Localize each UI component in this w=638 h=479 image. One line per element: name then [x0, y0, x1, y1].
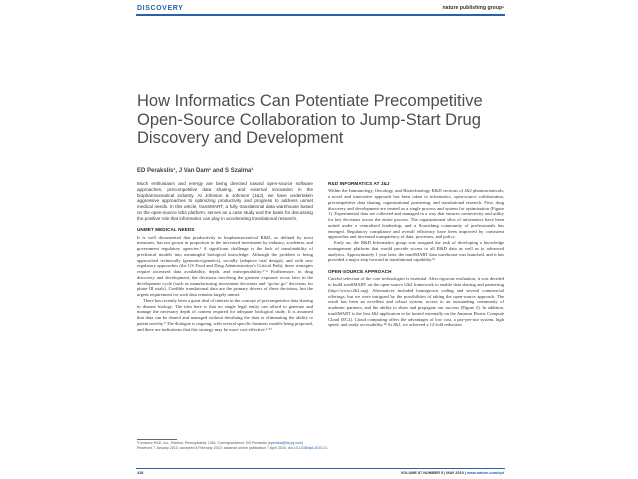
doi-link[interactable]: 10.1038/clpt.2010.21 — [293, 446, 328, 451]
correspondence-email-link[interactable]: eperaksl@its.jnj.com — [268, 441, 303, 445]
journal-page — [132, 0, 509, 479]
section-heading-unmet-needs: UNMET MEDICAL NEEDS — [137, 227, 195, 233]
paragraph: Careful selection of the core technologies is essential. After rigorous evaluation, it was decided to build tranSMART on the open-source i2b2 framework to enable data sharing and partnering (http://www.i2b2.org). Alternatives included homegrown coding and several commercial offerings, but we were intrigued by the possibilities of taking the open-source approach. The result has been an excellent and robust system, access to an outstanding community of academic partners, and the ability to share and propagate our success (Figure 2). In addition, tranSMART is the first J&J application to be hosted externally on the Amazon Elastic Compute Cloud (EC2). Cloud computing offers the advantages of low cost, a pay-per-use system, high speed, and ready accessibility.¹⁴ At J&J, we achieved a 12-fold reduction — [328, 276, 504, 328]
received-footnote — [137, 446, 503, 451]
article-title: How Informatics Can Potentiate Precompetitive Open-Source Collaboration to Jump-Start Drug Discovery and Development — [137, 92, 483, 147]
volume-text: VOLUME 87 NUMBER 5 | MAY 2010 | — [400, 470, 467, 475]
volume-info — [401, 471, 504, 475]
footnotes — [137, 441, 503, 452]
paragraph: There has recently been a great deal of interest in the concept of precompetitive data sharing in disease biology. The idea here is that no single legal entity can afford to generate and manage the necessary depth of content required for adequate biological study. It is assumed that data can be shared and managed without devaluing the data or eliminating the ability to patent novelty.⁵ The dialogue is ongoing, with several specific business models being proposed, and there are indications that this strategy may be more cost-effective.⁶˙¹² — [137, 297, 313, 332]
right-column — [328, 181, 504, 328]
page-number: 418 — [137, 470, 144, 475]
section-heading-rd-informatics: R&D INFORMATICS AT J&J — [328, 181, 390, 186]
header-rule — [136, 14, 505, 16]
section-heading-open-source: OPEN-SOURCE APPROACH — [328, 269, 392, 274]
left-column — [137, 181, 313, 332]
footnote-text: ¹Centocor R&D, Inc., Radnor, Pennsylvania, USA. Correspondence: ED Perakslis ( — [137, 441, 269, 445]
paragraph: Within the Immunology, Oncology, and Biotechnology R&D sections of J&J pharmaceuticals, a novel and innovative approach has been taken to informatics, open-source collaboration, precompetitive data sharing, organizational partnering, and translational research. First, drug discovery and development are treated as a single process and system for optimization (Figure 1). Experimental data are collected and managed in a way that ensures connectivity and utility for key decisions across the entire process. The organizational silos of informatics have been united under a centralized leadership, and a flourishing community of professionals has emerged. Regulatory compliance and overall efficiency have been improved by consistent approaches and increased transparency of data, processes, and policy. — [328, 188, 504, 240]
footnote-text: ) — [302, 441, 304, 445]
journal-url-link[interactable]: www.nature.com/cpt — [467, 470, 504, 475]
publisher-dot-icon: • — [502, 5, 504, 11]
paragraph: It is well documented that productivity in biopharmaceutical R&D, as defined by most measures, has not grown in proportion to the increased investment by industry, academia, and government regulatory agencies.¹ A significant challenge is the lack of translatability of preclinical models into meaningful biological knowledge. Although the problem is being approached technically (genomics/genetics), socially (adaptive trial design), and with new regulatory approaches (the US Food and Drug Administration’s Critical Path), these strategies require increased data availability, depth, and interoperability.²⁻⁴ Furthermore, in drug discovery and development, the decisions involving the greatest exposure occur later in the development cycle (such as manufacturing investment decisions and “go/no go” decisions for phase III trials). Credible translational data are the primary drivers of these decisions, but the urgent requirement for such data remains largely unmet. — [137, 234, 313, 297]
footnote-rule — [137, 439, 177, 440]
publisher-logo — [443, 5, 504, 11]
footer-rule — [136, 468, 505, 469]
paragraph: Early on, the R&D Informatics group was assigned the task of developing a knowledge management platform that would provide access to all R&D data as well as to advanced analytics. Approximately 1 year later, the tranSMART data warehouse was launched, and it has provided a major step forward in translational capability.¹³ — [328, 240, 504, 263]
publisher-name: nature publishing group — [442, 5, 503, 11]
abstract: Much enthusiasm and energy are being directed toward open-source software approaches, precompetitive data sharing, and external innovation in the biopharmaceutical industry. At Johnson & Johnson (J&J), we have undertaken aggressive approaches to optimizing productivity and progress to address unmet medical needs. In this article, tranSMART, a fully translational data warehouse based on the open-source i2b2 platform, serves as a case study and the basis for discussing the positive role that informatics can play in accelerating translational research. — [137, 181, 313, 221]
article-authors: ED Perakslis¹, J Van Dam¹ and S Szalma¹ — [137, 168, 254, 174]
section-label: DISCOVERY — [137, 5, 184, 12]
footnote-text: Received 7 January 2010; accepted 8 February 2010; advance online publication 7 April 2010. doi: — [137, 446, 294, 451]
